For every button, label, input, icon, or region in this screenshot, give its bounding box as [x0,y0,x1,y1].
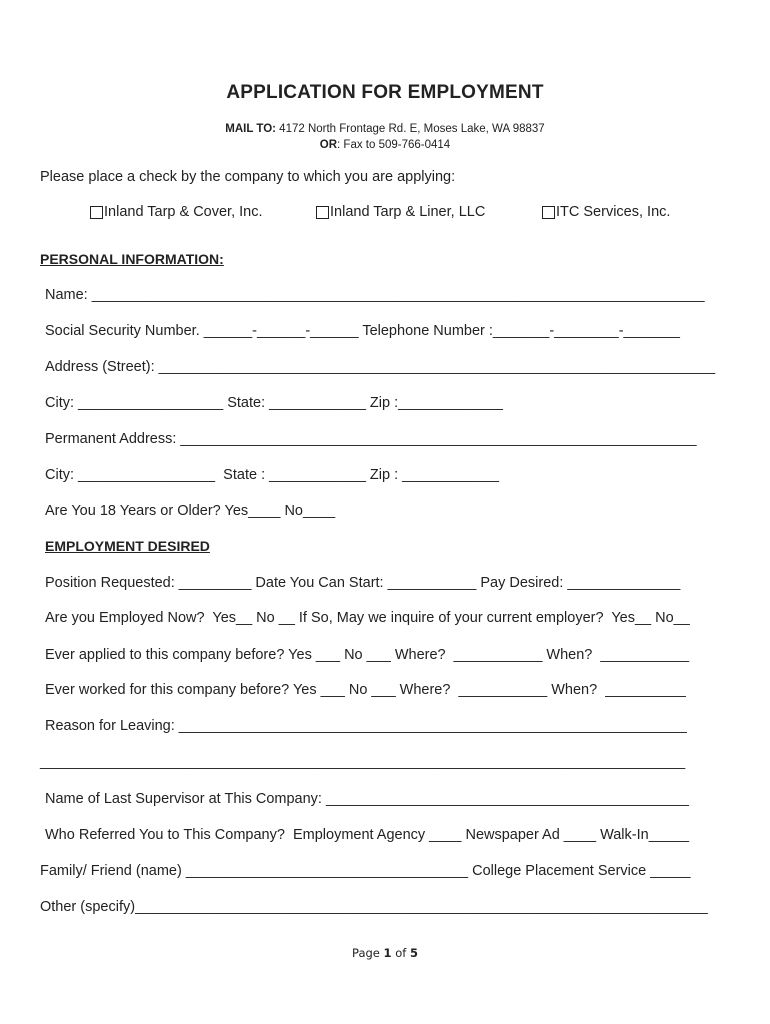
mail-to-address: 4172 North Frontage Rd. E, Moses Lake, WA 98837 [275,123,545,135]
company-label: ITC Services, Inc. [556,204,671,220]
reason-continuation-line[interactable]: ________________________________________________________________________________ [40,754,686,770]
address-field[interactable]: Address (Street): _____________________________________________________________________ [45,359,716,375]
intro-text: Please place a check by the company to which you are applying: [40,169,456,185]
mail-to-label: MAIL TO: [225,123,276,135]
fax-text: : Fax to 509-766-0414 [337,139,451,151]
page-footer [0,946,770,960]
of-word: of [391,946,410,960]
name-field[interactable]: Name: ____________________________________________________________________________ [45,287,705,303]
applied-before-field[interactable]: Ever applied to this company before? Yes ___ No ___ Where? ___________ When? ___________ [45,647,690,663]
ssn-phone-field[interactable]: Social Security Number. ______-______-______ Telephone Number :_______-________-_______ [45,323,680,339]
employment-desired-heading: EMPLOYMENT DESIRED [45,538,210,554]
permanent-address-field[interactable]: Permanent Address: ________________________________________________________________ [45,431,697,447]
checkbox-icon[interactable] [542,206,555,219]
permanent-city-state-zip-field[interactable]: City: _________________ State : ____________ Zip : ____________ [45,467,499,483]
company-label: Inland Tarp & Cover, Inc. [104,204,263,220]
fax-line [0,138,770,153]
page-total: 5 [409,946,418,960]
page-number: 1 [383,946,392,960]
mail-to-line [0,122,770,137]
referral-source-field[interactable]: Who Referred You to This Company? Employment Agency ____ Newspaper Ad ____ Walk-In_____ [45,827,690,843]
checkbox-icon[interactable] [316,206,329,219]
company-option-itc[interactable] [542,204,670,220]
checkbox-icon[interactable] [90,206,103,219]
form-title: APPLICATION FOR EMPLOYMENT [226,82,544,103]
page-word: Page [352,946,384,960]
other-specify-field[interactable]: Other (specify)_______________________________________________________________________ [40,899,708,915]
company-option-cover[interactable] [90,204,263,220]
position-date-pay-field[interactable]: Position Requested: _________ Date You Can Start: ___________ Pay Desired: ______________ [45,575,681,591]
worked-before-field[interactable]: Ever worked for this company before? Yes ___ No ___ Where? ___________ When? __________ [45,682,686,698]
last-supervisor-field[interactable]: Name of Last Supervisor at This Company: _____________________________________________ [45,791,689,807]
reason-for-leaving-field[interactable]: Reason for Leaving: _______________________________________________________________ [45,718,687,734]
or-label: OR [319,139,338,151]
age-question-field[interactable]: Are You 18 Years or Older? Yes____ No____ [45,503,336,519]
employed-now-field[interactable]: Are you Employed Now? Yes__ No __ If So, May we inquire of your current employer? Yes__ No__ [45,610,690,626]
company-option-liner[interactable] [316,204,485,220]
company-label: Inland Tarp & Liner, LLC [330,204,486,220]
personal-info-heading: PERSONAL INFORMATION: [40,251,224,267]
city-state-zip-field[interactable]: City: __________________ State: ____________ Zip :_____________ [45,395,503,411]
family-friend-field[interactable]: Family/ Friend (name) ___________________________________ College Placement Service _____ [40,863,691,879]
